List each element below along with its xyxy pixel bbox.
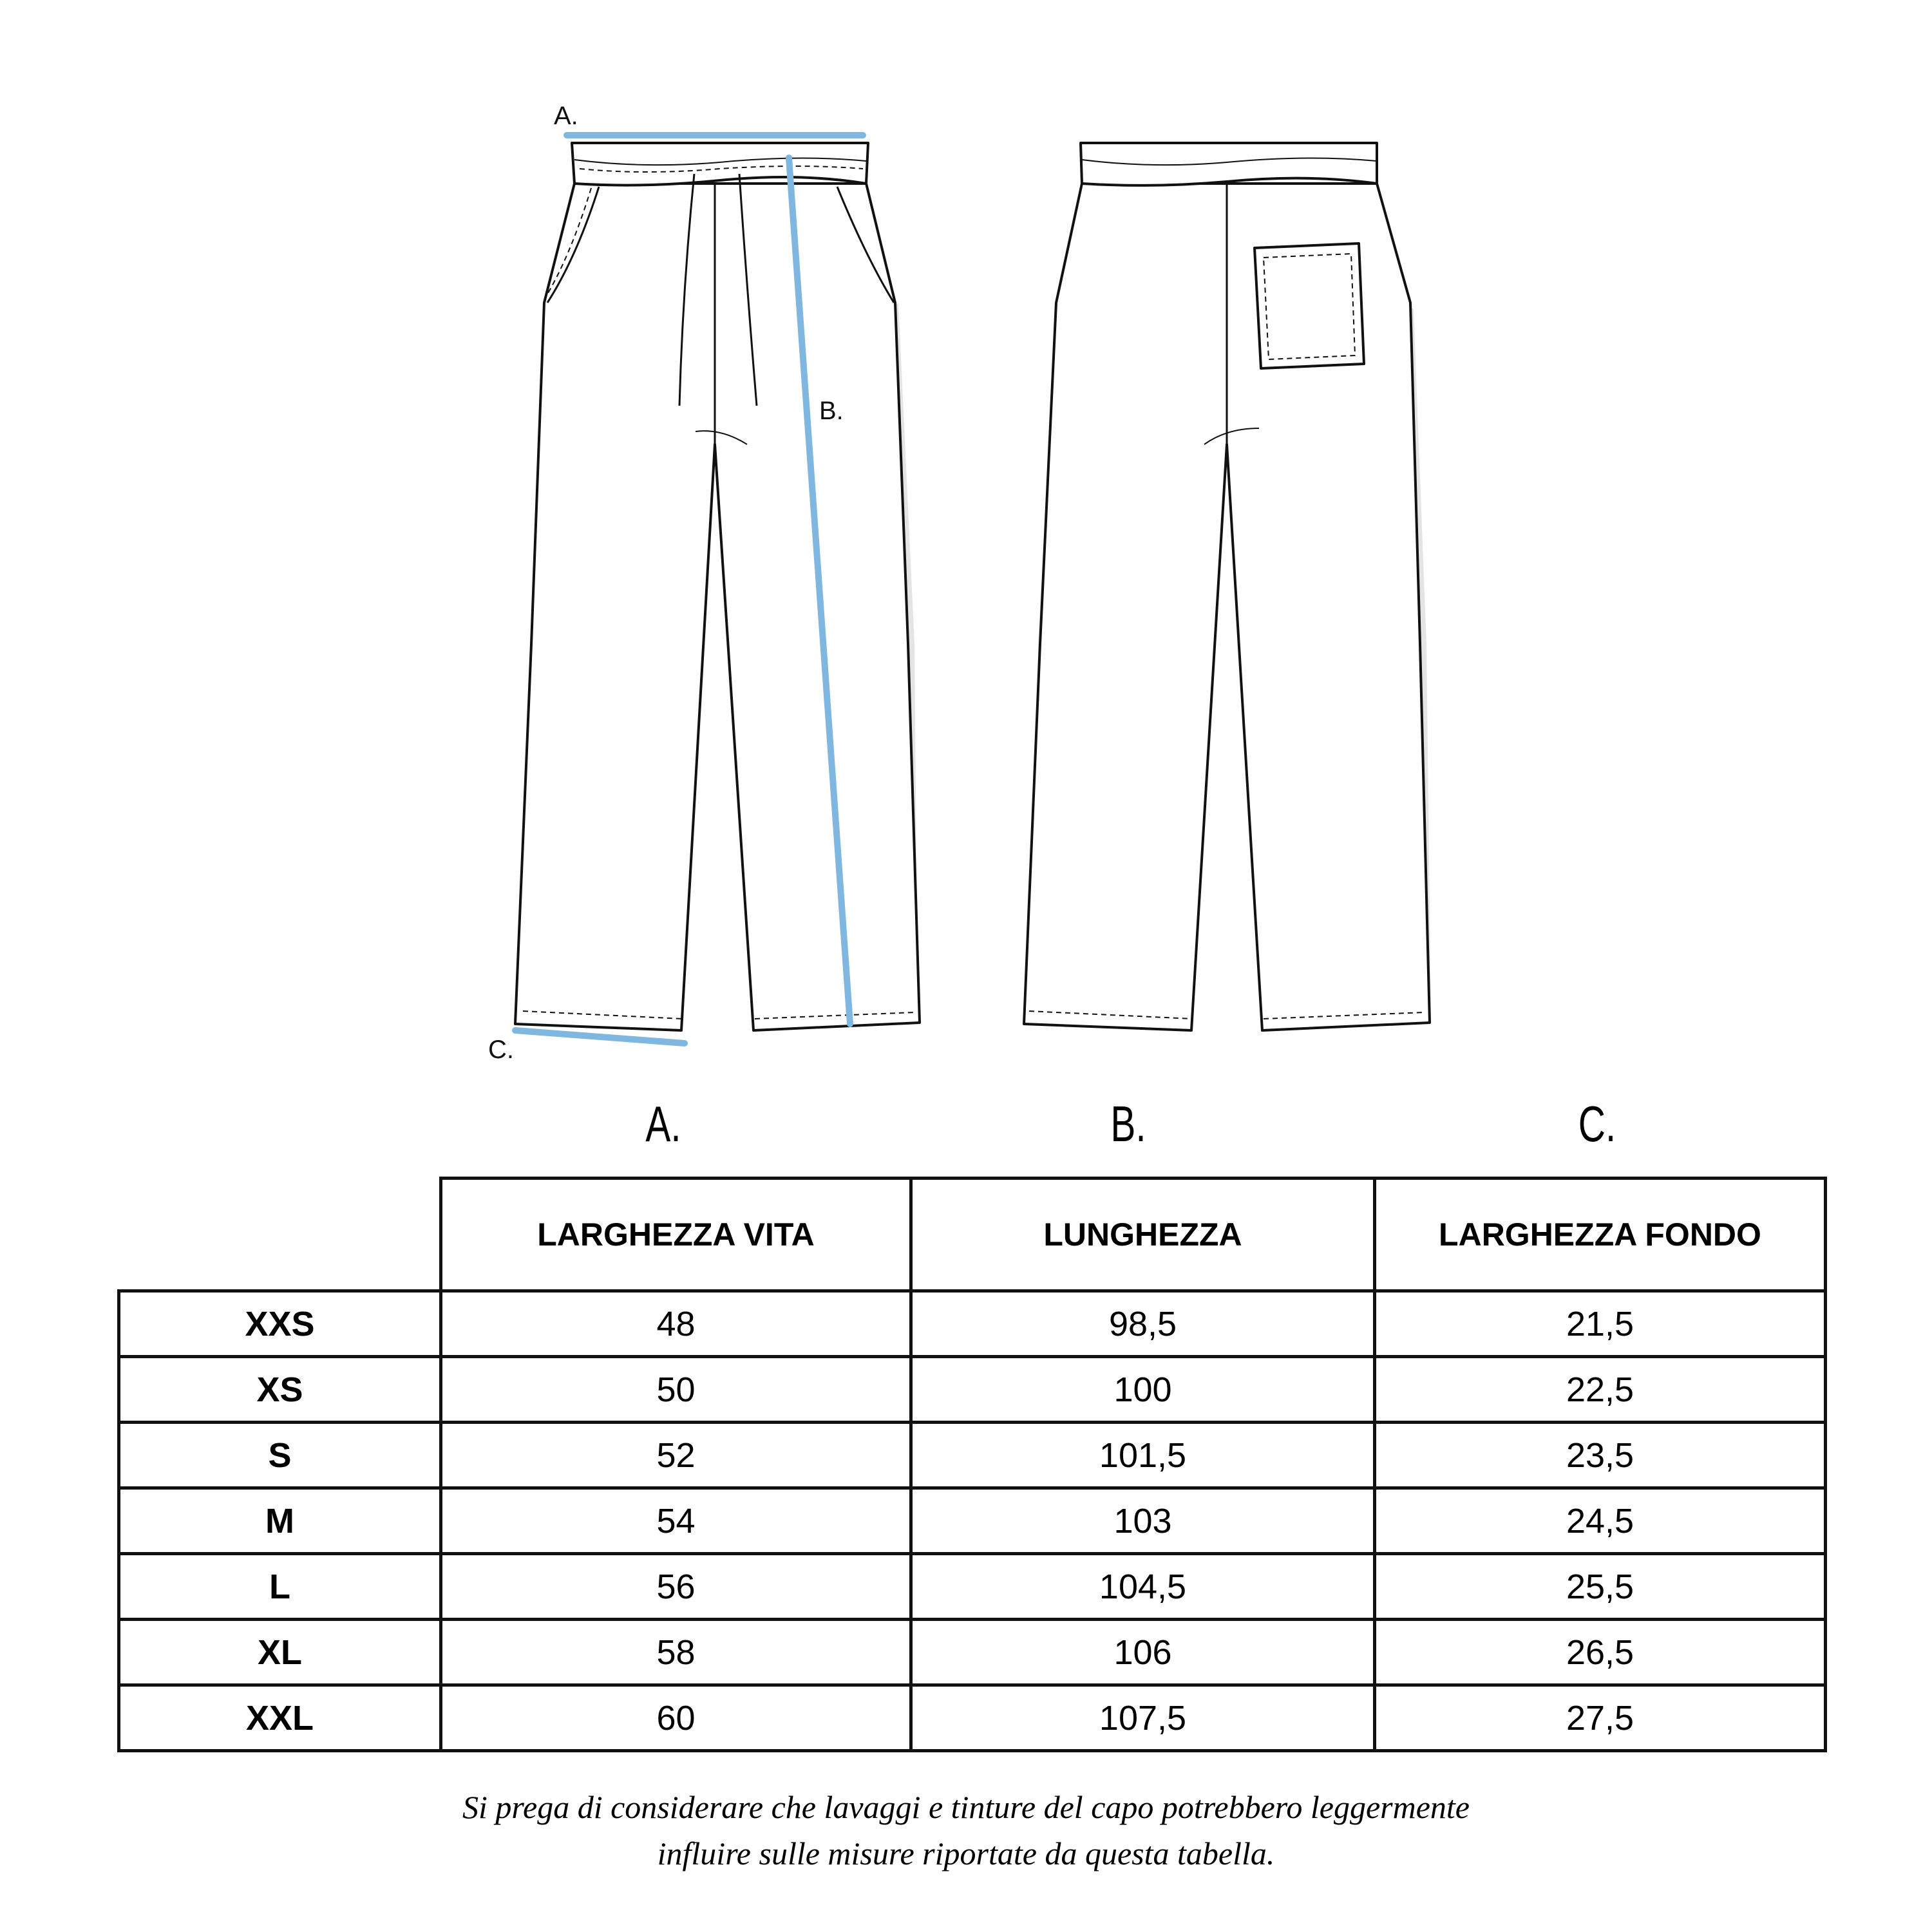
cell-value: 27,5 [1375,1685,1826,1751]
cell-value: 26,5 [1375,1620,1826,1685]
note-line-2: influire sulle misure riportate da questa tabella. [657,1835,1275,1871]
table-row [119,1685,1826,1751]
size-chart-table [117,1177,1827,1752]
size-label: XL [119,1620,441,1685]
cell-value: 24,5 [1375,1488,1826,1554]
cell-value: 103 [911,1488,1375,1554]
cell-value: 21,5 [1375,1291,1826,1357]
cell-value: 54 [441,1488,911,1554]
cell-value: 60 [441,1685,911,1751]
measure-b-label: B. [819,397,844,425]
cell-value: 22,5 [1375,1357,1826,1423]
measure-a-label: A. [554,102,578,130]
column-letter-a: A. [645,1095,681,1152]
cell-value: 48 [441,1291,911,1357]
cell-value: 56 [441,1554,911,1620]
cell-value: 101,5 [911,1423,1375,1488]
table-row [119,1291,1826,1357]
size-label: L [119,1554,441,1620]
column-letter-b: B. [1110,1095,1146,1152]
cell-value: 98,5 [911,1291,1375,1357]
cell-value: 50 [441,1357,911,1423]
table-corner [119,1179,441,1291]
table-row [119,1488,1826,1554]
cell-value: 23,5 [1375,1423,1826,1488]
note-line-1: Si prega di considerare che lavaggi e tinture del capo potrebbero leggermente [462,1789,1470,1825]
cell-value: 25,5 [1375,1554,1826,1620]
cell-value: 104,5 [911,1554,1375,1620]
table-header-row [119,1179,1826,1291]
size-label: XS [119,1357,441,1423]
cell-value: 52 [441,1423,911,1488]
disclaimer-note [0,1784,1932,1877]
cell-value: 106 [911,1620,1375,1685]
table-row [119,1423,1826,1488]
back-view-drawing [1024,143,1431,1030]
header-larghezza-fondo: LARGHEZZA FONDO [1375,1179,1826,1291]
size-label: XXS [119,1291,441,1357]
column-letter-c: C. [1578,1095,1616,1152]
table-row [119,1554,1826,1620]
cell-value: 100 [911,1357,1375,1423]
size-label: M [119,1488,441,1554]
size-label: XXL [119,1685,441,1751]
front-view-drawing [515,143,920,1030]
table-row [119,1357,1826,1423]
header-lunghezza: LUNGHEZZA [911,1179,1375,1291]
cell-value: 58 [441,1620,911,1685]
size-label: S [119,1423,441,1488]
table-row [119,1620,1826,1685]
measure-c-line [515,1030,685,1043]
cell-value: 107,5 [911,1685,1375,1751]
measure-c-label: C. [488,1036,514,1064]
header-larghezza-vita: LARGHEZZA VITA [441,1179,911,1291]
